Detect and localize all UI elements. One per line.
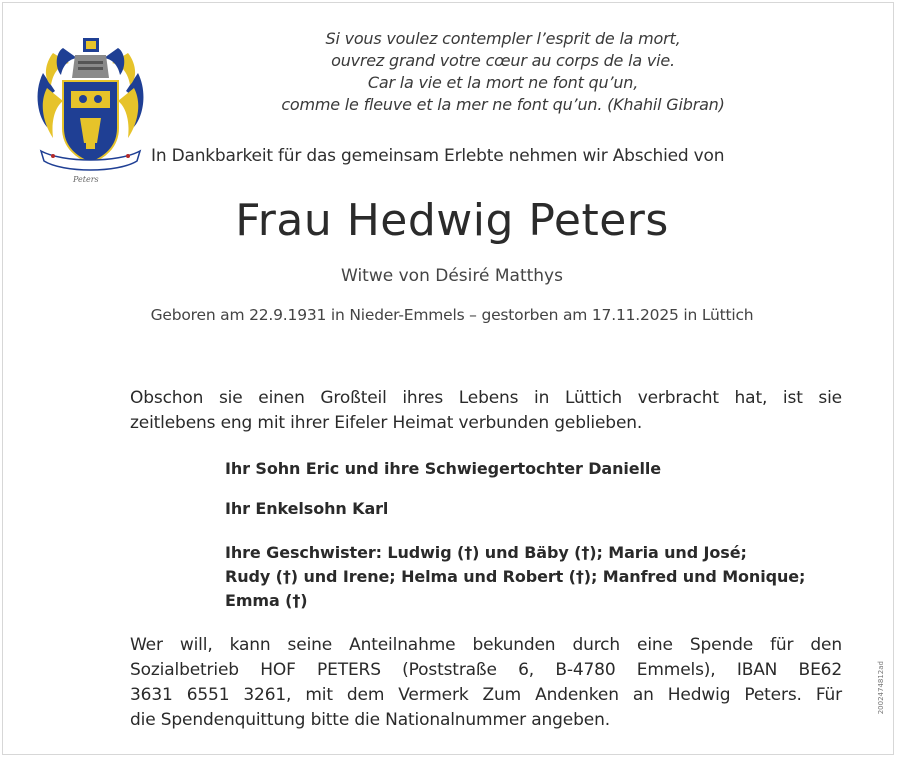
family-grandson	[225, 497, 388, 521]
life-dates: Geboren am 22.9.1931 in Nieder-Emmels – gestorben am 17.11.2025 in Lüttich	[150, 306, 754, 324]
paragraph-line: Wer will, kann seine Anteilnahme bekunden durch eine Spende für den	[130, 635, 842, 655]
intro-text: In Dankbarkeit für das gemeinsam Erlebte nehmen wir Abschied von	[151, 146, 725, 166]
deceased-name: Frau Hedwig Peters	[235, 195, 669, 246]
quote-line: Si vous voulez contempler l’esprit de la mort,	[325, 29, 681, 48]
paragraph-line: Obschon sie einen Großteil ihres Lebens in Lüttich verbracht hat, ist sie	[130, 388, 842, 408]
paragraph-line: 3631 6551 3261, mit dem Vermerk Zum Andenken an Hedwig Peters. Für	[130, 685, 842, 705]
reference-code: 2002474812ad	[877, 660, 885, 714]
quote-line: comme le fleuve et la mer ne font qu’un. (Khahil Gibran)	[281, 95, 725, 114]
crest-label: Peters	[73, 175, 99, 184]
widow-of: Witwe von Désiré Matthys	[341, 266, 563, 286]
gibran-quote	[203, 28, 803, 116]
donation-paragraph	[130, 633, 842, 733]
family-crest-icon	[33, 33, 148, 193]
paragraph-line: Sozialbetrieb HOF PETERS (Poststraße 6, B-4780 Emmels), IBAN BE62	[130, 660, 842, 680]
family-line: Emma (†)	[225, 591, 308, 610]
family-siblings	[225, 541, 805, 613]
family-son	[225, 457, 661, 481]
family-line: Ihr Sohn Eric und ihre Schwiegertochter Danielle	[225, 459, 662, 478]
paragraph-line: zeitlebens eng mit ihrer Eifeler Heimat verbunden geblieben.	[130, 413, 643, 433]
obituary-card	[2, 2, 894, 755]
family-line: Rudy (†) und Irene; Helma und Robert (†); Manfred und Monique;	[225, 567, 806, 586]
family-line: Ihr Enkelsohn Karl	[225, 499, 389, 518]
biography-paragraph	[130, 386, 842, 436]
quote-line: Car la vie et la mort ne font qu’un,	[367, 73, 639, 92]
family-line: Ihre Geschwister: Ludwig (†) und Bäby (†); Maria und José;	[225, 543, 747, 562]
paragraph-line: die Spendenquittung bitte die Nationalnummer angeben.	[130, 710, 610, 730]
quote-line: ouvrez grand votre cœur au corps de la vie.	[331, 51, 675, 70]
